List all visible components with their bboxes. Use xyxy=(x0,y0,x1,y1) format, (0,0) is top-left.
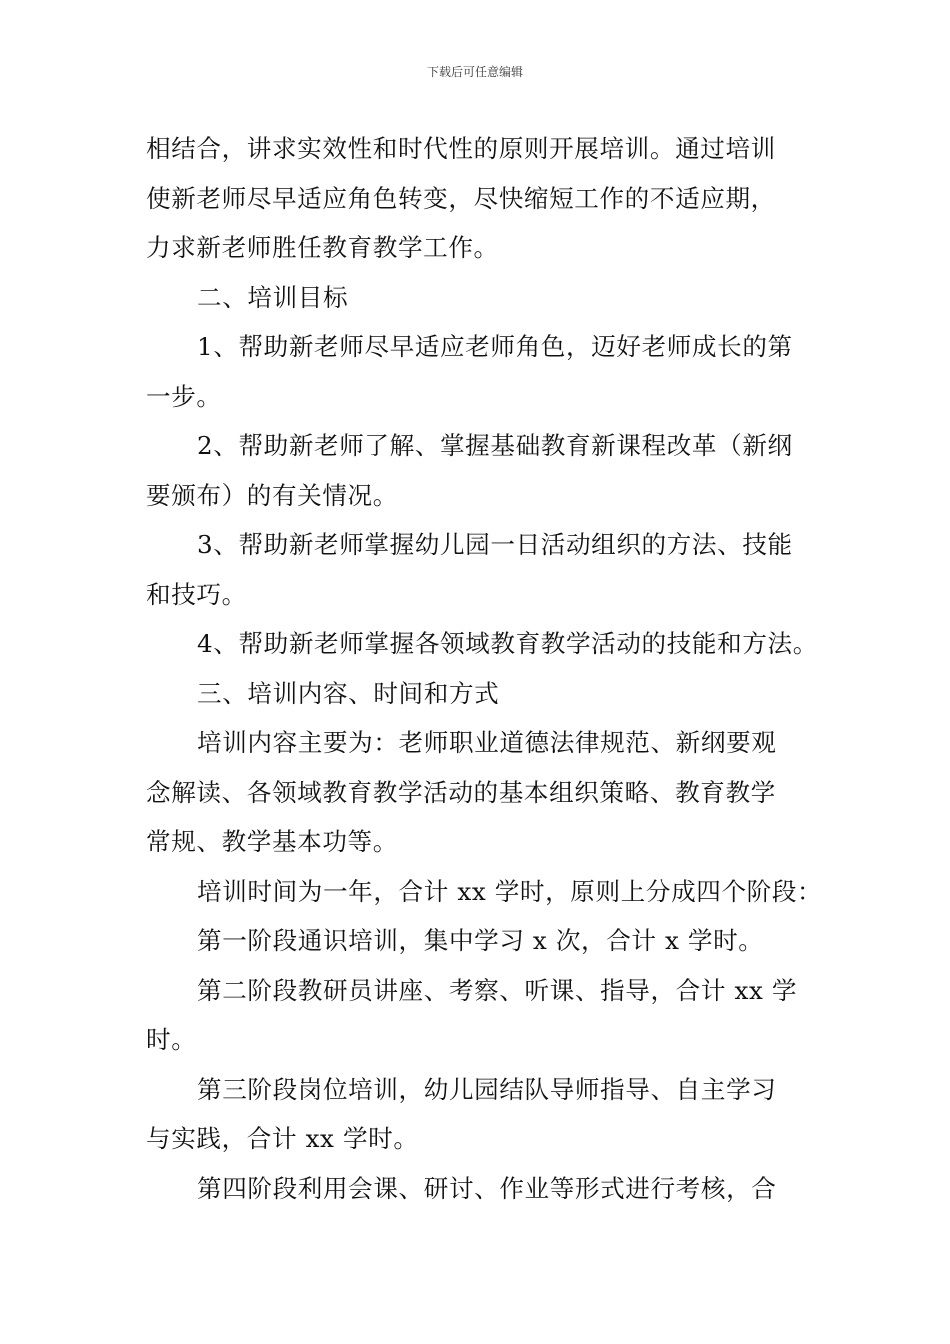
text-line: 相结合，讲求实效性和时代性的原则开展培训。通过培训 xyxy=(146,134,776,163)
section-heading-content xyxy=(146,669,808,719)
goal-item-4 xyxy=(146,619,818,669)
stage-2 xyxy=(146,966,808,1065)
text-line: 三、培训内容、时间和方式 xyxy=(197,678,500,708)
stage-1 xyxy=(146,916,808,966)
text-line: 1、帮助新老师尽早适应老师角色，迈好老师成长的第 xyxy=(197,332,793,361)
goal-item-1 xyxy=(146,322,808,421)
text-line: 和技巧。 xyxy=(146,579,247,609)
page-header: 下载后可任意编辑 xyxy=(426,65,523,79)
paragraph-training-content xyxy=(146,718,808,867)
text-line: 时。 xyxy=(146,1025,197,1054)
document-body xyxy=(146,124,823,1213)
paragraph-intro xyxy=(146,124,808,273)
text-line: 培训内容主要为：老师职业道德法律规范、新纲要观 xyxy=(197,728,777,757)
text-line: 第四阶段利用会课、研讨、作业等形式进行考核，合 xyxy=(197,1173,777,1203)
section-heading-goals xyxy=(146,273,808,323)
text-line: 3、帮助新老师掌握幼儿园一日活动组织的方法、技能 xyxy=(197,530,793,559)
goal-item-3 xyxy=(146,520,808,619)
text-line: 念解读、各领域教育教学活动的基本组织策略、教育教学 xyxy=(146,777,776,807)
text-line: 要颁布）的有关情况。 xyxy=(146,480,398,510)
stage-3 xyxy=(146,1065,808,1164)
text-line: 力求新老师胜任教育教学工作。 xyxy=(146,233,499,262)
text-line: 一步。 xyxy=(146,381,222,411)
text-line: 二、培训目标 xyxy=(197,282,349,312)
stage-4 xyxy=(146,1164,808,1214)
text-line: 与实践，合计 xx 学时。 xyxy=(146,1124,419,1153)
text-line: 4、帮助新老师掌握各领域教育教学活动的技能和方法。 xyxy=(197,629,818,658)
text-line: 2、帮助新老师了解、掌握基础教育新课程改革（新纲 xyxy=(197,431,793,460)
text-line: 第二阶段教研员讲座、考察、听课、指导，合计 xx 学 xyxy=(197,975,798,1005)
text-line: 培训时间为一年，合计 xx 学时，原则上分成四个阶段： xyxy=(197,876,823,906)
text-line: 第一阶段通识培训，集中学习 x 次，合计 x 学时。 xyxy=(197,926,764,955)
text-line: 使新老师尽早适应角色转变，尽快缩短工作的不适应期， xyxy=(146,183,776,213)
goal-item-2 xyxy=(146,421,808,520)
text-line: 第三阶段岗位培训，幼儿园结队导师指导、自主学习 xyxy=(197,1074,777,1104)
text-line: 常规、教学基本功等。 xyxy=(146,827,398,856)
paragraph-training-time xyxy=(146,867,823,917)
